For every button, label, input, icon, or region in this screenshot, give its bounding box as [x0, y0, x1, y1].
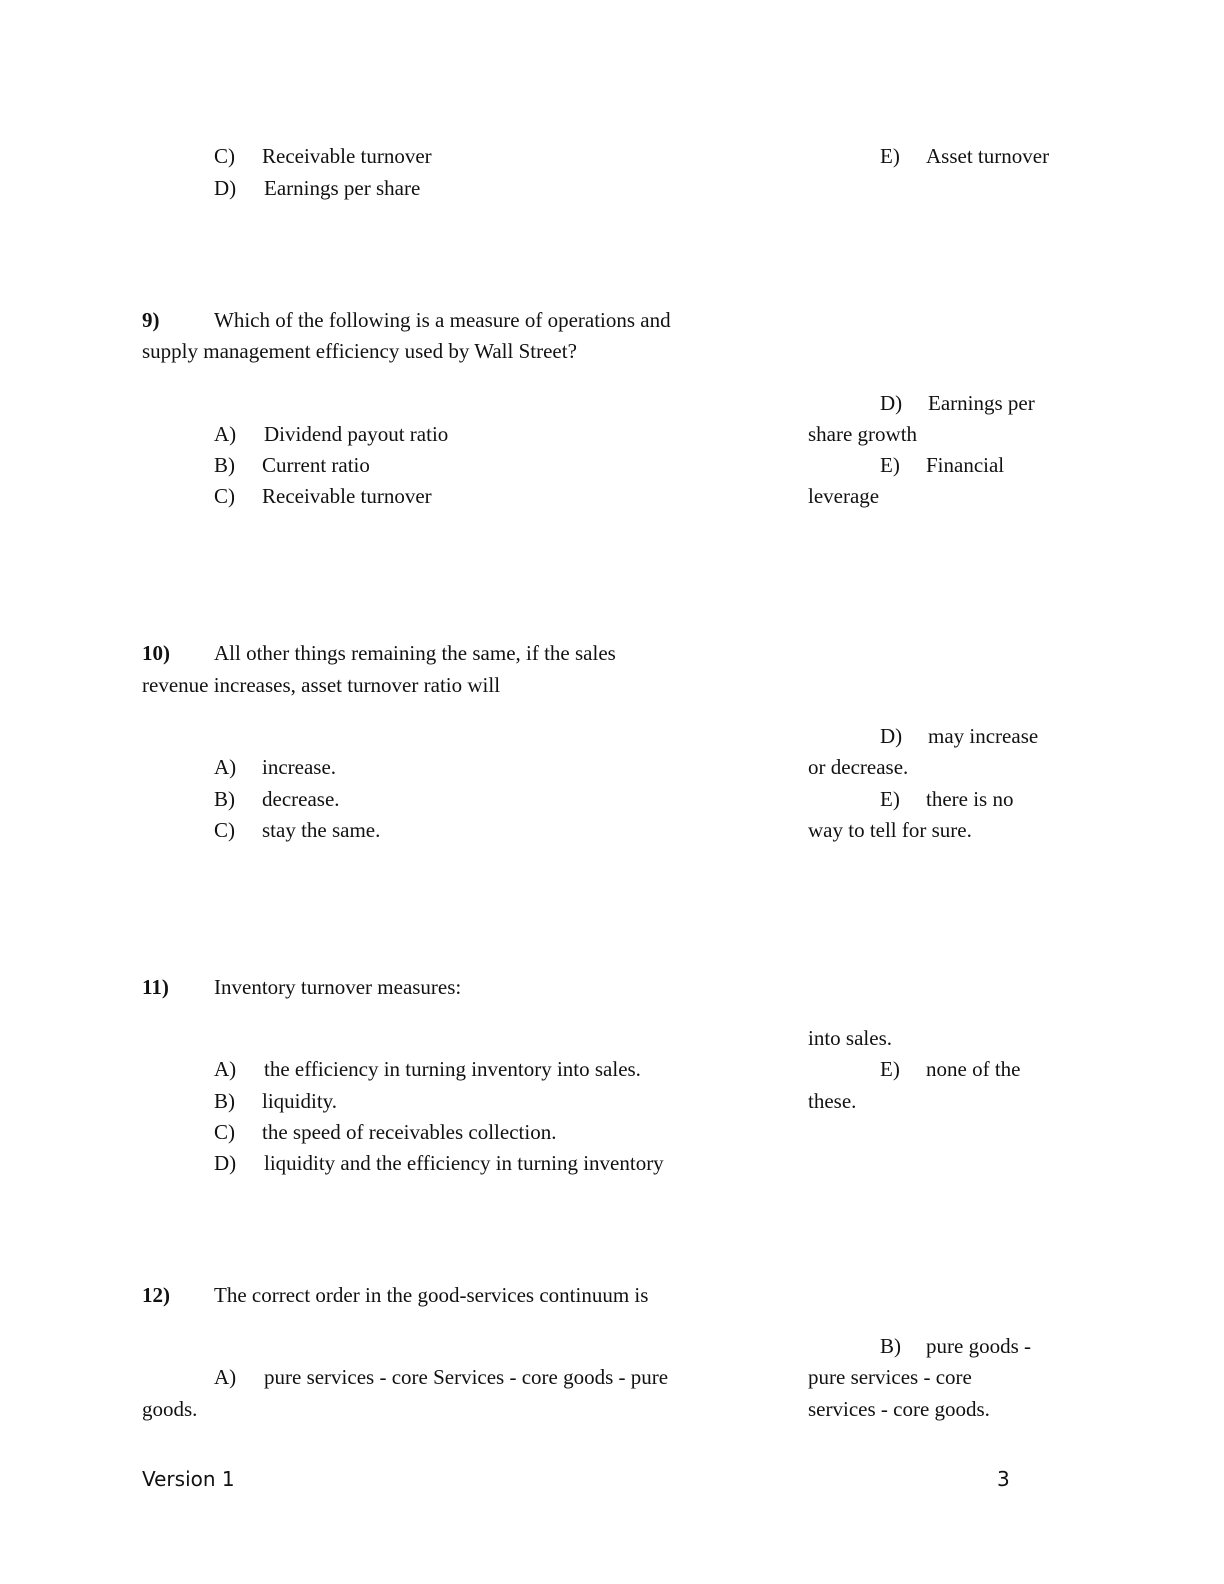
option-letter: B) [214, 453, 235, 477]
question-stem: Inventory turnover measures: [214, 975, 462, 999]
option-text: way to tell for sure. [808, 818, 972, 842]
option-letter: C) [214, 1120, 235, 1144]
option-text: Financial [926, 453, 1005, 477]
option-letter: E) [880, 1057, 900, 1081]
option-text: the speed of receivables collection. [262, 1120, 557, 1144]
option-letter: D) [880, 724, 903, 748]
option-letter: D) [214, 176, 237, 200]
option-letter: E) [880, 787, 900, 811]
option-letter: C) [214, 818, 235, 842]
question-stem: Which of the following is a measure of operations and [214, 308, 671, 332]
option-text: Dividend payout ratio [264, 422, 449, 446]
option-text: liquidity and the efficiency in turning inventory [264, 1151, 664, 1175]
option-text: services - core goods. [808, 1397, 990, 1421]
question-stem: The correct order in the good-services continuum is [214, 1283, 649, 1307]
option-text: there is no [926, 787, 1014, 811]
option-letter: C) [214, 144, 235, 168]
option-text: these. [808, 1089, 857, 1113]
option-letter: A) [214, 1057, 237, 1081]
question-stem: revenue increases, asset turnover ratio will [142, 673, 501, 697]
page-number: 3 [997, 1467, 1010, 1491]
option-letter: A) [214, 1365, 237, 1389]
question-number: 10) [142, 641, 170, 665]
option-text: pure services - core [808, 1365, 972, 1389]
version-label: Version 1 [142, 1467, 235, 1491]
option-text: leverage [808, 484, 880, 508]
option-text: into sales. [808, 1026, 892, 1050]
option-letter: C) [214, 484, 235, 508]
question-number: 12) [142, 1283, 170, 1307]
option-text: stay the same. [262, 818, 381, 842]
option-text: goods. [142, 1397, 198, 1421]
option-text: pure services - core Services - core goods - pure [264, 1365, 669, 1389]
question-stem: All other things remaining the same, if the sales [214, 641, 616, 665]
option-letter: A) [214, 422, 237, 446]
option-text: increase. [262, 755, 337, 779]
option-letter: B) [880, 1334, 901, 1358]
question-number: 9) [142, 308, 160, 332]
option-text: Earnings per share [264, 176, 421, 200]
option-letter: A) [214, 755, 237, 779]
option-text: may increase [928, 724, 1039, 748]
option-text: Receivable turnover [262, 484, 432, 508]
option-text: Earnings per [928, 391, 1035, 415]
option-letter: D) [880, 391, 903, 415]
option-text: the efficiency in turning inventory into sales. [264, 1057, 641, 1081]
option-letter: E) [880, 453, 900, 477]
question-number: 11) [142, 975, 169, 999]
option-text: Receivable turnover [262, 144, 432, 168]
option-letter: D) [214, 1151, 237, 1175]
option-text: Current ratio [262, 453, 370, 477]
option-text: Asset turnover [926, 144, 1050, 168]
option-text: share growth [808, 422, 918, 446]
option-text: liquidity. [262, 1089, 338, 1113]
option-text: or decrease. [808, 755, 909, 779]
option-letter: E) [880, 144, 900, 168]
option-text: decrease. [262, 787, 340, 811]
option-letter: B) [214, 1089, 235, 1113]
option-text: none of the [926, 1057, 1021, 1081]
question-stem: supply management efficiency used by Wall Street? [142, 339, 577, 363]
option-text: pure goods - [926, 1334, 1031, 1358]
option-letter: B) [214, 787, 235, 811]
